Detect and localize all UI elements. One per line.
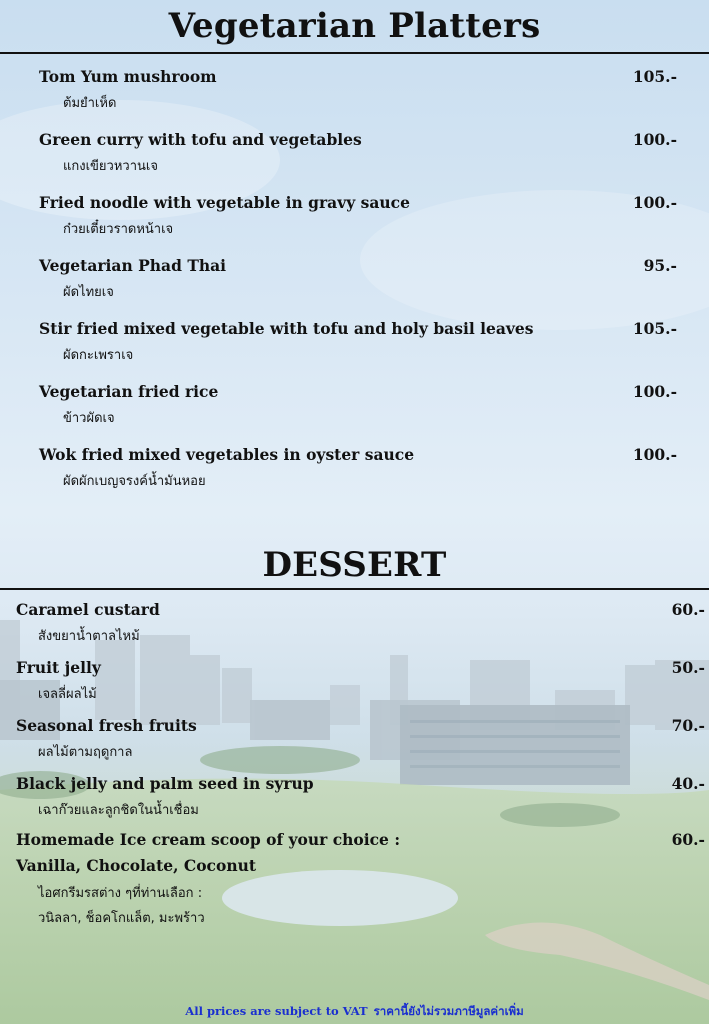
item-name-flavors: Vanilla, Chocolate, Coconut [16,856,257,875]
item-thai-flavors: วนิลลา, ช็อคโกแล็ต, มะพร้าว [38,911,205,926]
vat-notice-thai: ราคานี้ยังไม่รวมภาษีมูลค่าเพิ่ม [373,1004,524,1018]
item-name: Black jelly and palm seed in syrup [16,774,314,793]
menu-item [39,319,534,365]
menu-item [16,658,101,704]
dessert-section-title: DESSERT [262,545,447,585]
item-name: Vegetarian Phad Thai [39,256,227,275]
item-thai-name: ผัดกะเพราเจ [63,348,134,363]
item-price: 40.- [671,774,705,793]
item-price: 60.- [671,830,705,849]
item-name: Vegetarian fried rice [39,382,219,401]
item-thai-name: ผัดผักเบญจรงค์น้ำมันหอย [63,474,206,489]
item-price: 100.- [632,445,677,464]
item-thai-name: เจลลี่ผลไม้ [38,687,97,702]
dessert-title-divider [0,588,709,590]
item-price: 95.- [643,256,677,275]
item-thai-name: ก๋วยเตี๋ยวราดหน้าเจ [63,222,174,237]
item-name: Wok fried mixed vegetables in oyster sauce [39,445,415,464]
item-thai-name: สังขยาน้ำตาลไหม้ [38,629,140,644]
menu-item [39,130,362,176]
menu-item [39,445,414,491]
item-thai-name: ผลไม้ตามฤดูกาล [38,745,133,760]
item-name: Fruit jelly [16,658,101,677]
item-price: 70.- [671,716,705,735]
item-name: Stir fried mixed vegetable with tofu and holy basil leaves [39,319,534,338]
menu-item [16,716,197,762]
item-thai-name: ต้มยำเห็ด [63,96,117,111]
item-price: 60.- [671,600,705,619]
item-price: 105.- [632,67,677,86]
item-thai-name: ผัดไทยเจ [63,285,114,300]
menu-item [39,67,217,113]
menu-item [16,774,314,820]
item-price: 100.- [632,193,677,212]
item-name: Fried noodle with vegetable in gravy sauce [39,193,410,212]
vat-notice-english: All prices are subject to VAT [185,1004,368,1018]
item-price: 105.- [632,319,677,338]
item-price: 50.- [671,658,705,677]
item-thai-name: เฉาก๊วยและลูกชิดในน้ำเชื่อม [38,803,199,818]
vegetarian-section-title: Vegetarian Platters [168,6,541,46]
menu-item [39,193,410,239]
menu-item [16,830,400,928]
item-name: Tom Yum mushroom [39,67,217,86]
item-name: Seasonal fresh fruits [16,716,197,735]
item-thai-name: แกงเขียวหวานเจ [63,159,158,174]
menu-item [16,600,160,646]
vegetarian-title-divider [0,52,709,54]
item-name: Caramel custard [16,600,160,619]
menu-item [39,382,218,428]
item-name: Homemade Ice cream scoop of your choice : [16,830,401,849]
vat-notice [0,1003,709,1021]
item-thai-name: ข้าวผัดเจ [63,411,115,426]
menu-item [39,256,226,302]
item-price: 100.- [632,382,677,401]
item-name: Green curry with tofu and vegetables [39,130,362,149]
item-price: 100.- [632,130,677,149]
item-thai-name: ไอศกรีมรสต่าง ๆที่ท่านเลือก : [38,886,203,901]
